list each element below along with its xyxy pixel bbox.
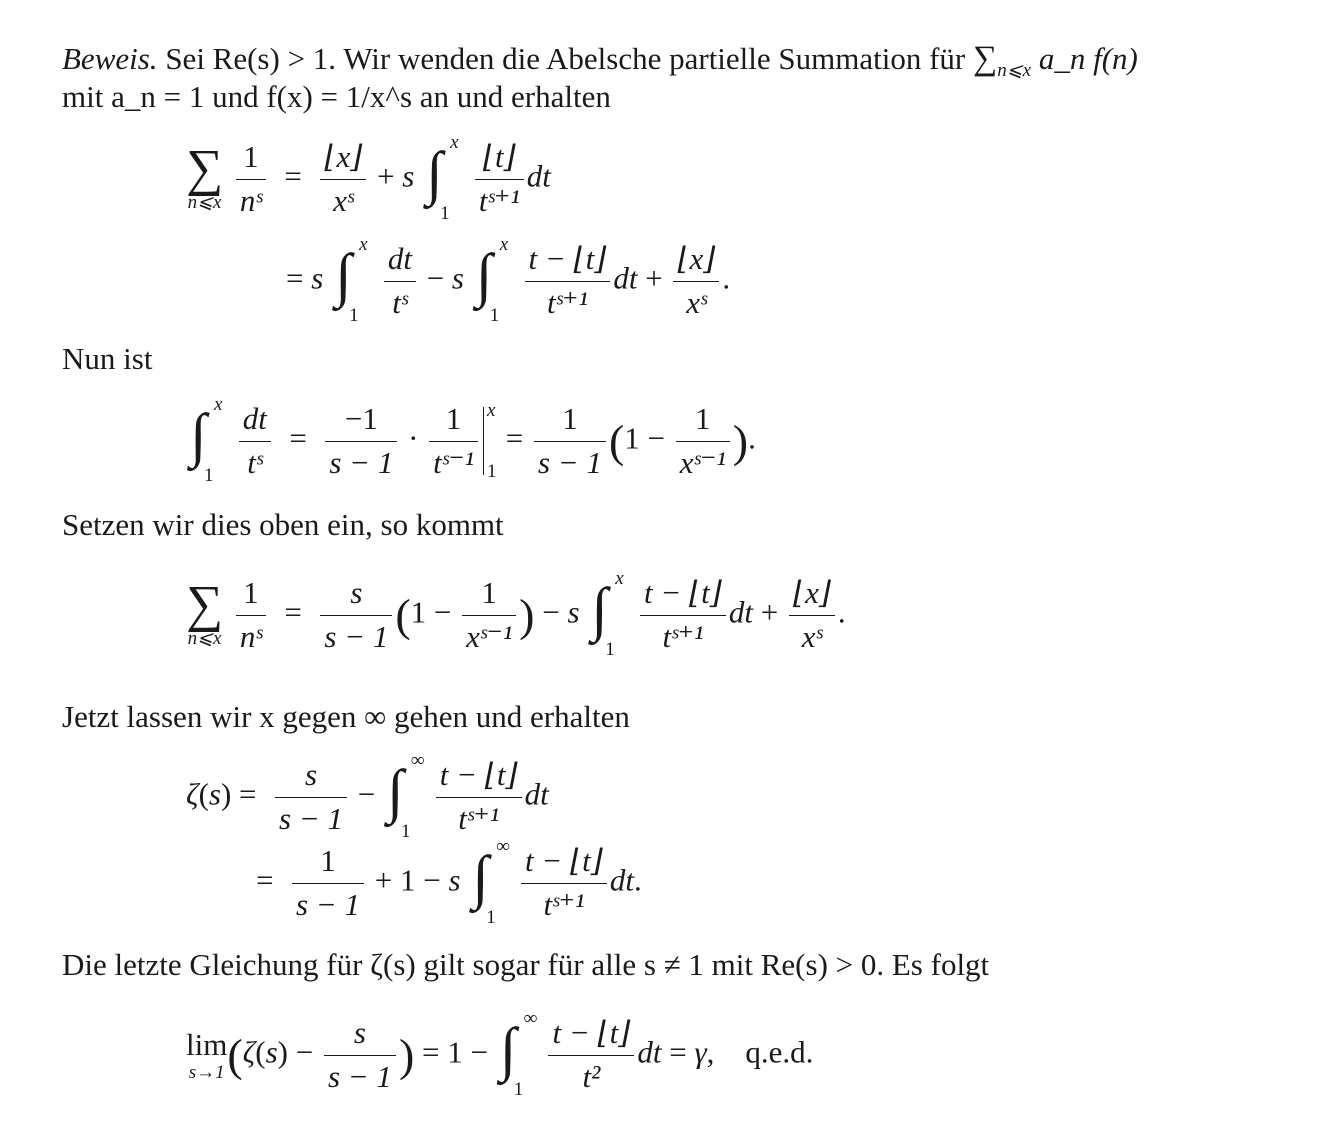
- summation: ∑ n⩽x: [186, 140, 224, 214]
- sum-term: a_n f(n): [1038, 41, 1138, 76]
- fraction: $\frac{1}{\text{nˢ}}$: [236, 574, 266, 657]
- fraction: $\frac{⌊x⌋}{\text{xˢ}}$: [789, 574, 835, 657]
- fraction: $\frac{dt}{\text{tˢ}}$: [239, 400, 271, 483]
- integral: ∫ x 1: [475, 234, 509, 326]
- integral: ∫ ∞ 1: [387, 750, 425, 842]
- fraction: $\frac{1}{\text{tˢ⁻¹}}$: [429, 400, 478, 483]
- summation: ∑ n⩽x: [186, 576, 224, 650]
- fraction: $\frac{⌊x⌋}{\text{xˢ}}$: [673, 240, 719, 323]
- fraction: $\frac{t - ⌊t⌋}{\text{tˢ⁺¹}}$: [436, 756, 522, 839]
- equation-4-line-2: = $\frac{1}{s - 1}$ + 1 − s ∫ ∞ 1 $\frac{t - ⌊t⌋}{\text{tˢ⁺¹}}$ dt.: [256, 836, 642, 928]
- fraction: $\frac{s}{s - 1}$: [275, 756, 347, 839]
- fraction: $\frac{⌊x⌋}{\text{xˢ}}$: [320, 138, 366, 221]
- fraction: $\frac{1}{\text{nˢ}}$: [236, 138, 266, 221]
- evaluation-bar: x 1: [483, 407, 498, 475]
- fraction: $\frac{t - ⌊t⌋}{\text{tˢ⁺¹}}$: [640, 574, 726, 657]
- fraction: $\frac{t - ⌊t⌋}{\text{tˢ⁺¹}}$: [525, 240, 611, 323]
- fraction: $\frac{-1}{s - 1}$: [325, 400, 397, 483]
- integral: ∫ ∞ 1: [472, 836, 510, 928]
- fraction: $\frac{t - ⌊t⌋}{\text{t²}}$: [548, 1014, 634, 1097]
- sum-subscript: n⩽x: [997, 60, 1032, 82]
- equation-4-line-1: ζ(s) = $\frac{s}{s - 1}$ − ∫ ∞ 1 $\frac{t - ⌊t⌋}{\text{tˢ⁺¹}}$ dt: [186, 750, 549, 842]
- fraction: $\frac{⌊t⌋}{\text{tˢ⁺¹}}$: [475, 138, 524, 221]
- proof-label: Beweis.: [62, 41, 158, 76]
- fraction: $\frac{s}{s - 1}$: [320, 574, 392, 657]
- equation-3: ∑ n⩽x $\frac{1}{\text{nˢ}}$ = $\frac{s}{s - 1}$ (1 − $\frac{1}{\text{xˢ⁻¹}}$ ) − s ∫ x 1 $\frac{t - ⌊t⌋}{\text{tˢ⁺¹}}$ dt + $\frac{⌊x⌋}{\text{xˢ}}$ .: [186, 568, 846, 660]
- equation-1-line-2: = s ∫ x 1 $\frac{dt}{\text{tˢ}}$ − s ∫ x 1 $\frac{t - ⌊t⌋}{\text{tˢ⁺¹}}$ dt + $\frac{⌊x⌋}{\text{xˢ}}$ .: [286, 234, 731, 326]
- fraction: $\frac{1}{s - 1}$: [534, 400, 606, 483]
- integral: ∫ x 1: [591, 568, 624, 660]
- integral: ∫ x 1: [335, 234, 368, 326]
- fraction: $\frac{1}{\text{xˢ⁻¹}}$: [462, 574, 516, 657]
- integral: ∫ ∞ 1: [499, 1008, 538, 1100]
- paragraph-4: Jetzt lassen wir x gegen ∞ gehen und erhalten: [62, 699, 630, 734]
- paragraph-2: Nun ist: [62, 341, 153, 376]
- fraction: $\frac{1}{\text{xˢ⁻¹}}$: [676, 400, 730, 483]
- paragraph-3: Setzen wir dies oben ein, so kommt: [62, 507, 504, 542]
- paragraph-1-text: Sei Re(s) > 1. Wir wenden die Abelsche partielle Summation für: [165, 41, 966, 76]
- fraction: $\frac{t - ⌊t⌋}{\text{tˢ⁺¹}}$: [521, 842, 607, 925]
- sum-symbol: ∑: [973, 40, 998, 77]
- fraction: $\frac{s}{s - 1}$: [324, 1014, 396, 1097]
- equation-5: lim s→1 (ζ(s) − $\frac{s}{s - 1}$ ) = 1 − ∫ ∞ 1 $\frac{t - ⌊t⌋}{\text{t²}}$ dt = γ, q.e.d.: [186, 1008, 814, 1100]
- fraction: $\frac{1}{s - 1}$: [292, 842, 364, 925]
- paragraph-5: Die letzte Gleichung für ζ(s) gilt sogar für alle s ≠ 1 mit Re(s) > 0. Es folgt: [62, 947, 990, 982]
- integral: ∫ x 1: [426, 132, 459, 224]
- fraction: $\frac{dt}{\text{tˢ}}$: [384, 240, 416, 323]
- limit: lim s→1: [186, 1027, 228, 1083]
- equation-1-line-1: ∑ n⩽x $\frac{1}{\text{nˢ}}$ = $\frac{⌊x⌋}{\text{xˢ}}$ + s ∫ x 1 $\frac{⌊t⌋}{\text{tˢ⁺¹}}$ dt: [186, 132, 551, 224]
- qed: q.e.d.: [745, 1034, 814, 1070]
- integral: ∫ x 1: [190, 394, 223, 486]
- equation-2: ∫ x 1 $\frac{dt}{\text{tˢ}}$ = $\frac{-1}{s - 1}$ · $\frac{1}{\text{tˢ⁻¹}}$ x 1 = $\frac{1}{s - 1}$ (1 − $\frac{1}{\text{xˢ⁻¹}}$ ).: [190, 394, 756, 486]
- paragraph-1b: mit a_n = 1 und f(x) = 1/x^s an und erhalten: [62, 79, 611, 114]
- paragraph-1: [62, 38, 1138, 83]
